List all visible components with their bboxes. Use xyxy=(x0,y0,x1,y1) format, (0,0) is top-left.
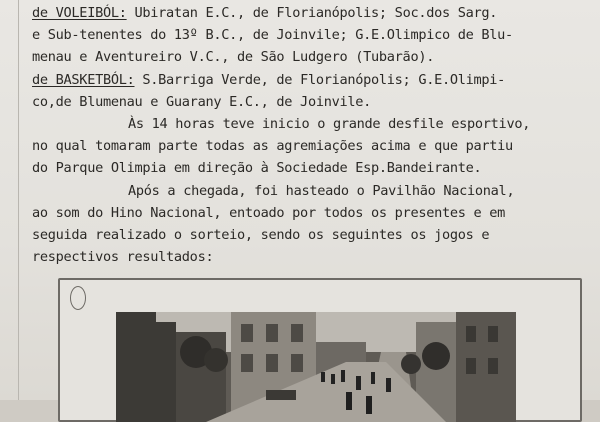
pencil-mark xyxy=(70,286,86,310)
photo-frame xyxy=(58,278,582,422)
text-line-12: respectivos resultados: xyxy=(32,249,214,266)
text-line-3: menau e Aventureiro V.C., de São Ludgero (Tubarão). xyxy=(32,49,435,66)
street-photo-illustration xyxy=(116,312,516,422)
text-line-4-body: S.Barriga Verde, de Florianópolis; G.E.Olimpi- xyxy=(134,71,506,88)
page-margin-line xyxy=(18,0,19,400)
text-line-8: do Parque Olimpia em direção à Sociedade Esp.Bandeirante. xyxy=(32,160,482,177)
text-line-4 xyxy=(32,69,592,91)
text-line-10: ao som do Hino Nacional, entoado por todos os presentes e em xyxy=(32,204,506,221)
text-line-6: Às 14 horas teve inicio o grande desfile esportivo, xyxy=(128,115,531,132)
basketball-heading: de BASKETBÓL: xyxy=(32,71,135,88)
text-line-7: no qual tomaram parte todas as agremiações acima e que partiu xyxy=(32,138,513,155)
text-line-9: Após a chegada, foi hasteado o Pavilhão Nacional, xyxy=(128,182,515,199)
street-parade-photo xyxy=(116,312,516,422)
text-line-1-body: Ubiratan E.C., de Florianópolis; Soc.dos Sarg. xyxy=(126,5,498,21)
text-line-11: seguida realizado o sorteio, sendo os seguintes os jogos e xyxy=(32,226,490,243)
volleyball-heading: de VOLEIBÓL: xyxy=(32,5,127,21)
text-line-5: co,de Blumenau e Guarany E.C., de Joinvile. xyxy=(32,93,372,110)
typed-text-block xyxy=(32,2,592,268)
text-line-2: e Sub-tenentes do 13º B.C., de Joinvile; G.E.Olimpico de Blu- xyxy=(32,27,513,44)
text-line-1 xyxy=(32,2,592,24)
